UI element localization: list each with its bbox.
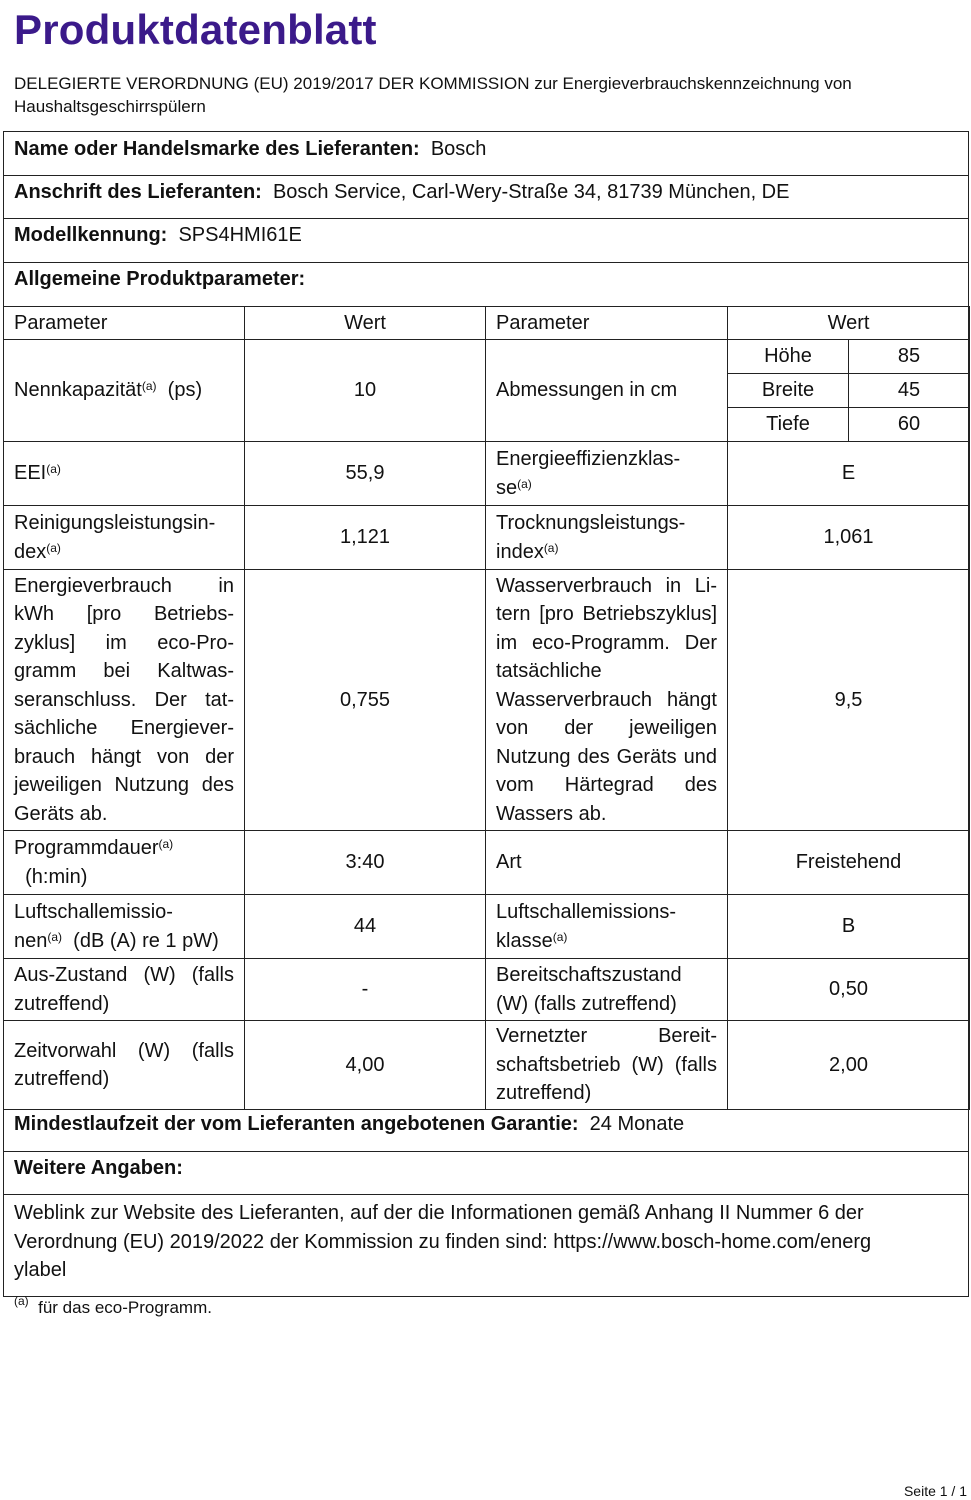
header-value: Wert — [245, 307, 486, 340]
weblink-line-3: ylabel — [14, 1259, 67, 1281]
cleaning-index-label: Reinigungsleistungsin- dex$^{(a)}$ — [4, 506, 245, 570]
supplier-name-label: Name oder Handelsmarke des Lieferanten: — [14, 138, 420, 160]
divider — [3, 218, 969, 219]
noise-emission-value: 44 — [245, 895, 486, 959]
capacity-value: 10 — [245, 340, 486, 442]
table-row — [4, 340, 970, 442]
footnote-text: für das eco-Programm. — [38, 1298, 212, 1317]
table-row — [4, 831, 970, 895]
program-duration-label: Programmdauer$^{(a)}$ (h:min) — [4, 831, 245, 895]
efficiency-class-value: E — [728, 442, 970, 506]
supplier-name-value: Bosch — [430, 138, 487, 160]
further-info-label: Weitere Angaben: — [14, 1157, 183, 1179]
model-label: Modellkennung: — [14, 224, 168, 246]
divider — [3, 262, 969, 263]
general-params-label: Allgemeine Produktparameter: — [14, 268, 306, 290]
table-row — [4, 506, 970, 570]
depth-label: Tiefe — [728, 408, 849, 442]
table-row — [4, 959, 970, 1021]
regulation-line-1: DELEGIERTE VERORDNUNG (EU) 2019/2017 DER KOMMISSION zur Energieverbrauchskennzeichnung von — [14, 74, 852, 93]
table-row — [4, 442, 970, 506]
footnote — [14, 1294, 212, 1318]
eei-label: EEI$^{(a)}$ — [4, 442, 245, 506]
supplier-address-label: Anschrift des Lieferanten: — [14, 181, 262, 203]
header-value: Wert — [728, 307, 970, 340]
page-number: Seite 1 / 1 — [903, 1483, 967, 1499]
height-value: 85 — [849, 340, 970, 374]
networked-standby-value: 2,00 — [728, 1021, 970, 1110]
weblink-text — [14, 1199, 871, 1285]
capacity-label: Nennkapazität$^{(a)}$ (ps) — [4, 340, 245, 442]
standby-label: Bereitschaftszustand (W) (falls zutreffend) — [486, 959, 728, 1021]
drying-index-label: Trocknungsleistungs- index$^{(a)}$ — [486, 506, 728, 570]
noise-class-label: Luftschallemissions- klasse$^{(a)}$ — [486, 895, 728, 959]
delay-start-value: 4,00 — [245, 1021, 486, 1110]
energy-consumption-value: 0,755 — [245, 570, 486, 831]
networked-standby-label: Vernetzter Bereitschaftsbetrieb (W) (falls zutreffend) — [486, 1021, 728, 1110]
dimensions-cell — [728, 340, 970, 442]
efficiency-class-label: Energieeffizienzklas- $se^{(a)}$ — [486, 442, 728, 506]
height-label: Höhe — [728, 340, 849, 374]
table-row — [4, 895, 970, 959]
dimensions-table — [728, 340, 969, 441]
depth-value: 60 — [849, 408, 970, 442]
header-parameter: Parameter — [4, 307, 245, 340]
cleaning-index-value: 1,121 — [245, 506, 486, 570]
further-info-heading — [14, 1156, 183, 1180]
dimensions-label: Abmessungen in cm — [486, 340, 728, 442]
warranty-row — [14, 1112, 684, 1136]
supplier-name-row — [14, 137, 486, 161]
regulation-text — [14, 72, 954, 118]
noise-class-value: B — [728, 895, 970, 959]
table-row — [4, 570, 970, 831]
type-value: Freistehend — [728, 831, 970, 895]
model-value: SPS4HMI61E — [178, 224, 302, 246]
footnote-marker: (a) — [14, 1294, 29, 1308]
type-label: Art — [486, 831, 728, 895]
table-header-row — [4, 307, 970, 340]
supplier-address-row — [14, 180, 789, 204]
header-parameter: Parameter — [486, 307, 728, 340]
water-consumption-value: 9,5 — [728, 570, 970, 831]
supplier-address-value: Bosch Service, Carl-Wery-Straße 34, 81739 München, DE — [272, 181, 790, 203]
warranty-label: Mindestlaufzeit der vom Lieferanten angebotenen Garantie: — [14, 1113, 579, 1135]
warranty-value: 24 Monate — [589, 1113, 685, 1135]
page-title: Produktdatenblatt — [14, 6, 377, 53]
standby-value: 0,50 — [728, 959, 970, 1021]
weblink-line-1: Weblink zur Website des Lieferanten, auf der die Informationen gemäß Anhang II Nummer 6 der — [14, 1202, 864, 1224]
weblink-line-2: Verordnung (EU) 2019/2022 der Kommission zu finden sind: https://www.bosch-home.com/energ — [14, 1230, 872, 1253]
parameter-table — [3, 306, 970, 1110]
width-value: 45 — [849, 374, 970, 408]
drying-index-value: 1,061 — [728, 506, 970, 570]
eei-value: 55,9 — [245, 442, 486, 506]
noise-emission-label: Luftschallemissio- nen$^{(a)}$ (dB (A) re 1 pW) — [4, 895, 245, 959]
off-mode-label: Aus-Zustand (W) (falls zutreffend) — [4, 959, 245, 1021]
program-duration-value: 3:40 — [245, 831, 486, 895]
divider — [3, 175, 969, 176]
divider — [3, 1151, 969, 1152]
divider — [3, 1194, 969, 1195]
general-params-heading — [14, 267, 305, 291]
width-label: Breite — [728, 374, 849, 408]
off-mode-value: - — [245, 959, 486, 1021]
regulation-line-2: Haushaltsgeschirrspülern — [14, 97, 206, 116]
model-row — [14, 223, 302, 247]
table-row — [4, 1021, 970, 1110]
energy-consumption-label: Energieverbrauch in kWh [pro Betriebszyklus] im eco-Programm bei Kaltwasseranschluss. Der tatsächliche Energieverbrauch hängt von der jeweiligen Nutzung des Geräts ab. — [4, 570, 245, 831]
delay-start-label: Zeitvorwahl (W) (falls zutreffend) — [4, 1021, 245, 1110]
water-consumption-label: Wasserverbrauch in Litern [pro Betriebszyklus] im eco-Programm. Der tatsächliche Wasserverbrauch hängt von der jeweiligen Nutzung des Geräts und vom Härtegrad des Wassers ab. — [486, 570, 728, 831]
